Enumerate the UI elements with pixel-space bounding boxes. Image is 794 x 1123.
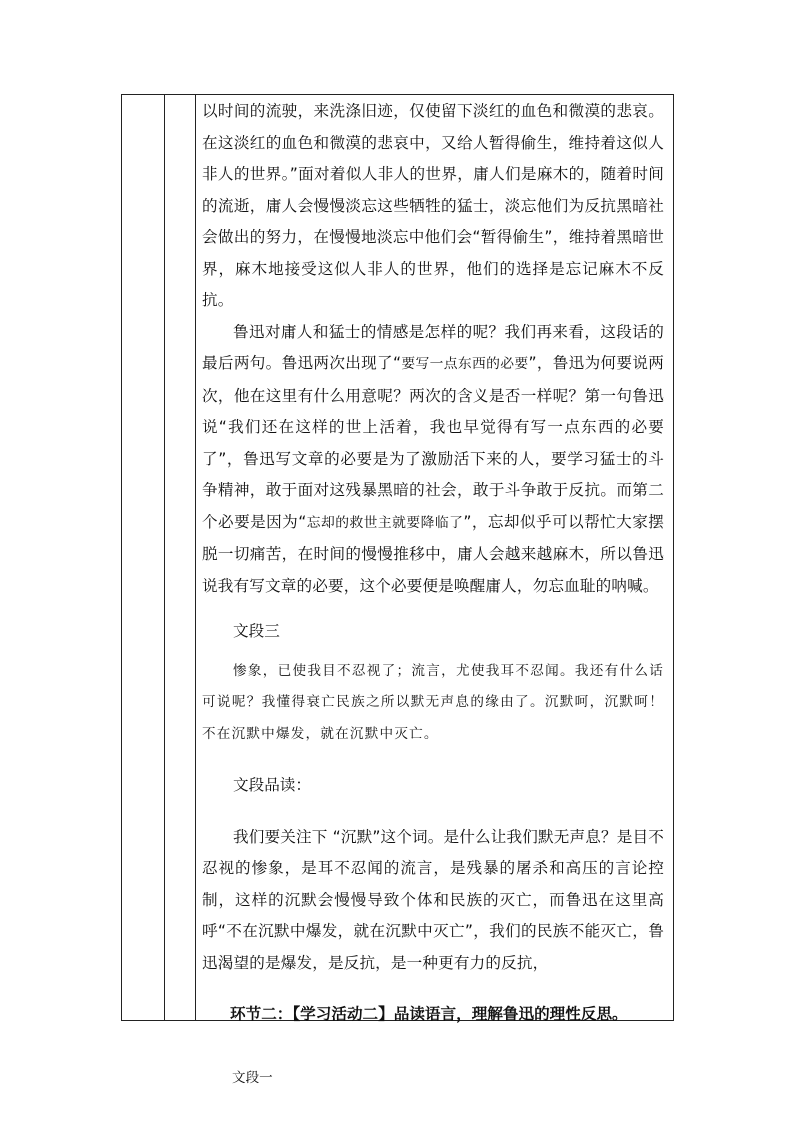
next-section-label: 文段一 [232,1069,273,1086]
reading-label: 文段品读： [233,776,311,794]
reading-paragraph: 我们要关注下 “沉默”这个词。是什么让我们默无声息？是目不忍视的惨象，是耳不忍闻的流言，是残暴的屠杀和高压的言论控制，这样的沉默会慢慢导致个体和民族的灭亡，而鲁迅在这里高呼“不在沉默中爆发，就在沉默中灭亡”，我们的民族不能灭亡，鲁迅渴望的是爆发，是反抗，是一种更有力的反抗， [202,827,664,972]
table-column-divider-2 [195,95,196,1020]
spacer [202,802,664,822]
table-content-cell [202,96,664,1094]
spacer [202,1031,664,1063]
analysis-text-part-2: ”，鲁迅为何要说两次，他在这里有什么用意呢？两次的含义是否一样呢？第一句鲁迅说“我们还在这样的世上活着，我也早觉得有写一点东西的必要了”，鲁迅写文章的必要是为了激励活下来的人，要学习猛士的斗争精神，敢于面对这残暴黑暗的社会，敢于斗争敢于反抗。而第二个必要是因为“ [202,354,664,531]
table-column-divider-1 [164,95,165,1020]
analysis-text-part-3: ”，忘却似乎可以帮忙大家摆脱一切痛苦，在时间的慢慢推移中，庸人会越来越麻木，所以鲁迅说我有写文章的必要，这个必要便是唤醒庸人，勿忘血耻的呐喊。 [202,512,664,595]
passage-continued-paragraph: 以时间的流驶，来洗涤旧迹，仅使留下淡红的血色和微漠的悲哀。在这淡红的血色和微漠的悲哀中，又给人暂得偷生，维持着这似人非人的世界。”面对着似人非人的世界，庸人们是麻木的，随着时间的流逝，庸人会慢慢淡忘这些牺牲的猛士，淡忘他们为反抗黑暗社会做出的努力，在慢慢地淡忘中他们会“暂得偷生”，维持着黑暗世界，麻木地接受这似人非人的世界，他们的选择是忘记麻木不反抗。 [202,102,664,309]
spacer [202,602,664,616]
analysis-paragraph [202,317,664,603]
spacer [202,648,664,656]
spacer [202,979,664,999]
section-three-label: 文段三 [233,622,280,640]
section-three-classical-text: 惨象，已使我目不忍视了；流言，尤使我耳不忍闻。我还有什么话可说呢？我懂得衰亡民族之所以默无声息的缘由了。沉默呵，沉默呵！不在沉默中爆发，就在沉默中灭亡。 [202,662,664,742]
analysis-quote-2: 忘却的救世主就要降临了 [306,514,464,531]
analysis-quote-1: 要写一点东西的必要 [401,356,529,372]
activity-two-heading: 环节二：【学习活动二】品读语言，理解鲁迅的理性反思。 [230,1005,628,1023]
spacer [202,750,664,770]
analysis-text-part-1: 鲁迅对庸人和猛士的情感是怎样的呢？我们再来看，这段话的最后两句。鲁迅两次出现了“ [202,322,664,372]
